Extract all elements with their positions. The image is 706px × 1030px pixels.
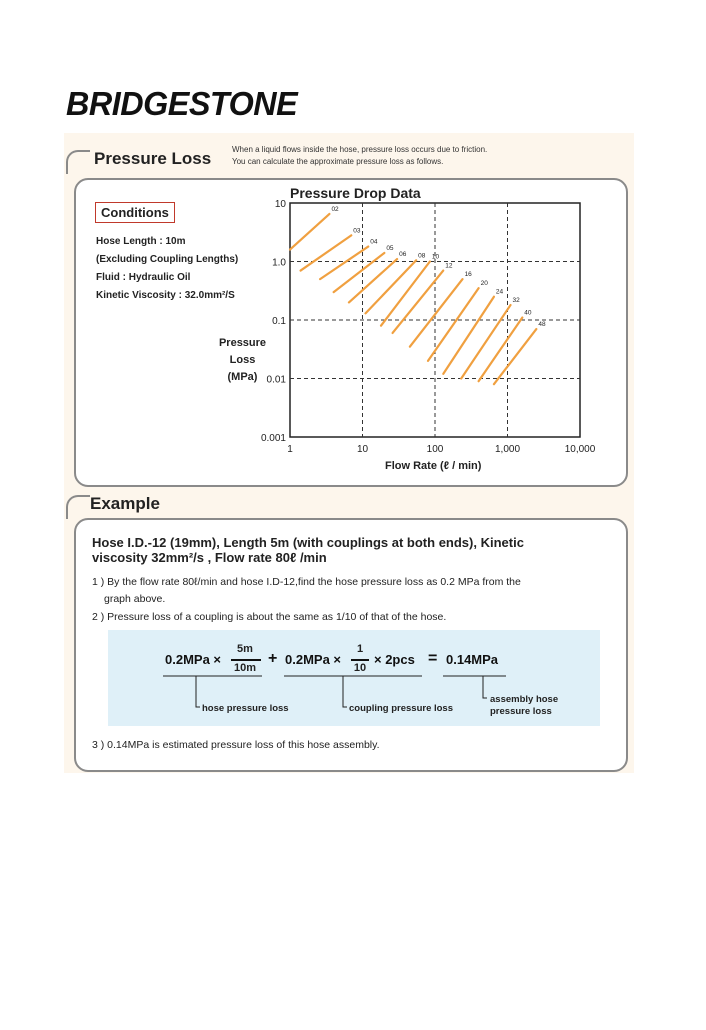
bracket-coupling-leader [343,676,347,707]
label-assembly-pressure-loss [490,694,558,718]
chart-series-label-48: 48 [538,321,546,329]
ylabel-line-1: Pressure [218,337,267,349]
calc-term-2: 0.2MPa × [285,652,342,667]
label-assembly-line-1: assembly hose [490,694,559,705]
chart-title: Pressure Drop Data [290,185,421,201]
chart-series-label-06: 06 [399,251,407,259]
ylabel-line-2: Loss [229,354,256,366]
example-step-3: 3 ) 0.14MPa is estimated pressure loss of this hose assembly. [92,739,380,751]
condition-hose-length: Hose Length : 10m [96,236,186,247]
example-step-2: 2 ) Pressure loss of a coupling is about the same as 1/10 of that of the hose. [92,611,447,623]
chart-series-label-32: 32 [512,297,520,305]
chart-series-label-24: 24 [495,288,504,296]
chart-series-label-08: 08 [418,252,426,260]
calc-frac-1-denominator: 10m [233,662,257,674]
calc-result: 0.14MPa [446,652,499,667]
chart-series-label-20: 20 [480,280,488,288]
calc-frac-2-denominator: 10 [353,662,367,674]
chart-series-label-04: 04 [370,238,378,246]
chart-series-label-03: 03 [353,227,361,235]
calc-term-1: 0.2MPa × [165,652,222,667]
chart-y-tick-label: 0.1 [272,316,286,327]
chart-y-tick-label: 0.01 [266,374,286,386]
chart-y-tick-label: 10 [274,199,286,210]
note-line-2: You can calculate the approximate pressure loss as follows. [232,157,444,166]
calc-equals: = [428,650,438,667]
chart-series-label-02: 02 [331,205,339,213]
chart-series-label-12: 12 [445,262,453,270]
bracket-assembly-leader [483,676,487,698]
example-step-1-line-1: 1 ) By the flow rate 80ℓ/min and hose I.D-12,find the hose pressure loss as 0.2 MPa from the [92,576,521,588]
calc-frac-1-numerator: 5m [237,643,253,655]
bracket-hose-leader [196,676,200,707]
chart-x-tick-label: 1,000 [494,444,521,455]
label-hose-pressure-loss: hose pressure loss [202,703,289,714]
ylabel-line-3: (MPa) [227,371,258,383]
conditions-title: Conditions [95,202,175,223]
calc-frac-2-numerator: 1 [356,643,364,655]
chart-series-label-05: 05 [386,244,394,252]
example-heading-line-1: Hose I.D.-12 (19mm), Length 5m (with couplings at both ends), Kinetic [92,535,524,550]
chart-x-tick-label: 1 [287,444,293,455]
chart-series-label-40: 40 [524,309,532,317]
chart-x-axis-label: Flow Rate (ℓ / min) [385,460,482,472]
chart-y-tick-label: 1.0 [272,257,286,269]
chart-x-tick-label: 100 [426,444,444,455]
example-heading-line-2: viscosity 32mm²/s , Flow rate 80ℓ /min [92,550,327,565]
chart-x-tick-label: 10 [356,444,369,455]
condition-fluid: Fluid : Hydraulic Oil [96,272,191,283]
calc-plus: + [268,650,278,667]
label-coupling-pressure-loss: coupling pressure loss [349,703,453,714]
condition-excluding: (Excluding Coupling Lengths) [96,254,239,265]
chart-y-tick-label: 0.001 [260,433,286,444]
chart-series-label-16: 16 [464,271,472,279]
label-assembly-line-2: pressure loss [490,706,552,717]
chart-series-label-10: 10 [431,253,440,261]
pressure-loss-title: Pressure Loss [94,149,212,168]
bridgestone-logo: BRIDGESTONE [66,85,298,122]
calc-term-3: × 2pcs [374,652,415,667]
chart-x-tick-label: 10,000 [564,444,596,455]
example-title: Example [90,494,160,513]
condition-viscosity: Kinetic Viscosity : 32.0mm²/S [96,290,235,301]
example-step-1-line-2: graph above. [104,593,166,605]
note-line-1: When a liquid flows inside the hose, pressure loss occurs due to friction. [232,145,488,154]
